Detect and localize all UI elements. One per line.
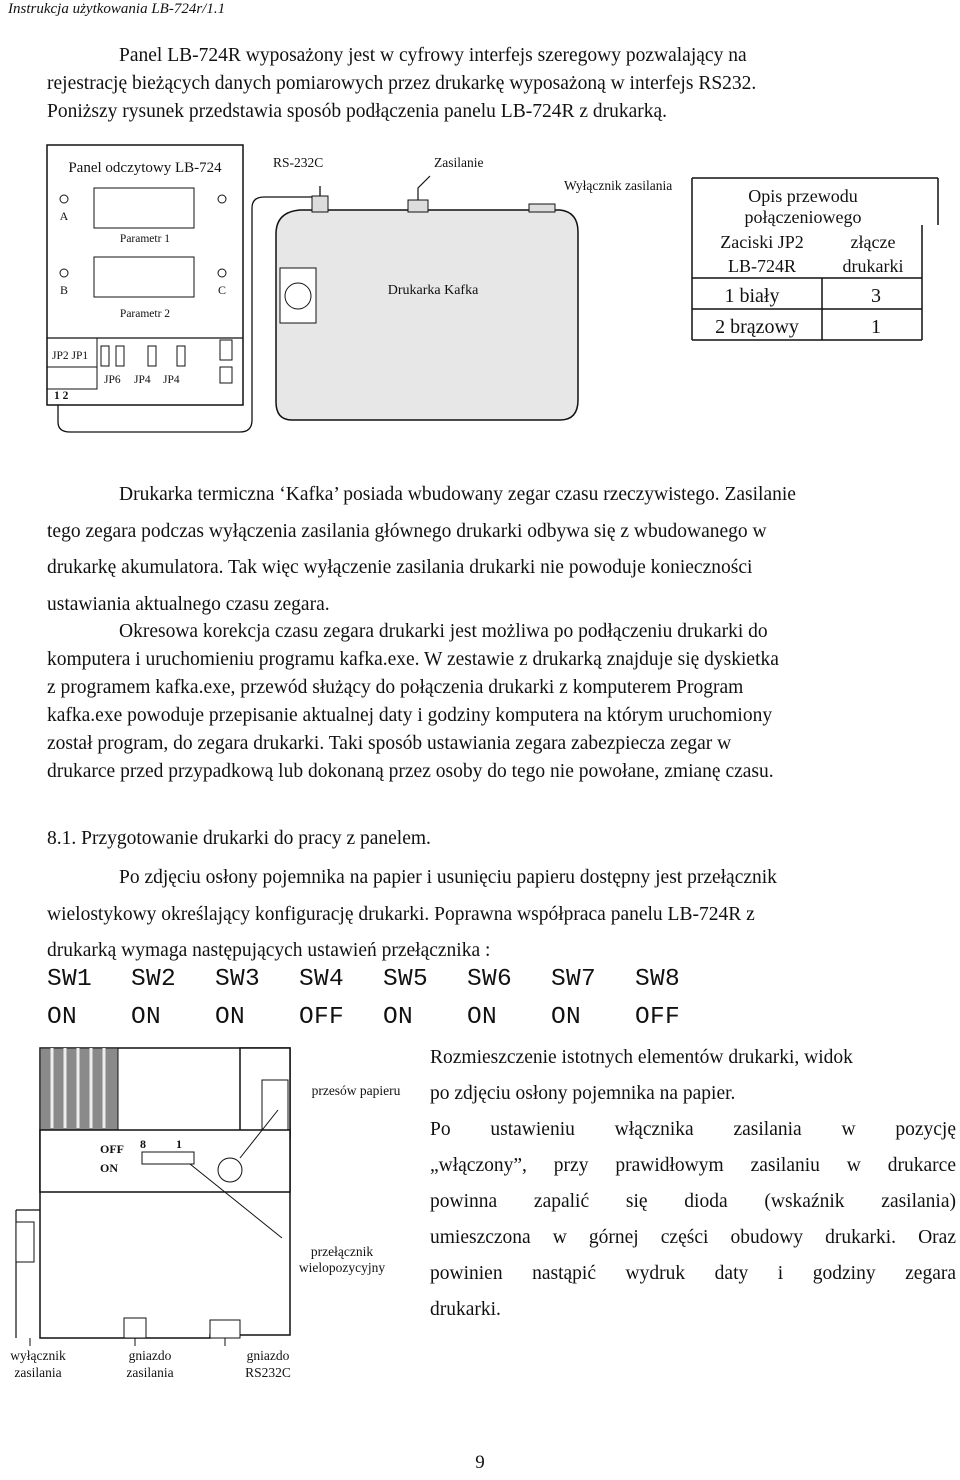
pins-label: 1 2 <box>54 390 69 402</box>
cable-table-col2-2: drukarki <box>842 256 904 276</box>
side-line-1: Rozmieszczenie istotnych elementów drukarki, widok <box>430 1047 853 1068</box>
wylacznik-label-2: zasilania <box>14 1365 62 1380</box>
przesow-label: przesów papieru <box>311 1083 401 1098</box>
gniazdo-rs-label-2: RS232C <box>245 1365 291 1380</box>
clock-p2-line-6: drukarce przed przypadkową lub dokonaną przez osoby do tego nie powołane, zmianę czasu. <box>47 761 774 782</box>
switch-name-8: SW8 <box>635 966 681 993</box>
gniazdo-zas-label-1: gniazdo <box>128 1348 172 1363</box>
side-text <box>430 1040 956 1328</box>
cable-row-2-b: 1 <box>871 316 881 338</box>
section-line-3: drukarką wymaga następujących ustawień przełącznika : <box>47 940 491 961</box>
clock-p2-line-3: z programem kafka.exe, przewód służący do połączenia drukarki z komputerem Program <box>47 677 744 698</box>
label-c: C <box>217 283 227 297</box>
jp6-label: JP6 <box>104 374 121 386</box>
panel-title: Panel odczytowy LB-724 <box>68 160 222 176</box>
clock-p2-line-5: został program, do zegara drukarki. Taki sposób ustawiania zegara zabezpiecza zegar w <box>47 733 732 754</box>
switch-state-7: ON <box>551 1004 582 1031</box>
intro-line-3: Poniższy rysunek przedstawia sposób podłączenia panelu LB-724R z drukarką. <box>47 101 668 122</box>
label-b: B <box>59 283 69 297</box>
cable-row-2-a: 2 brązowy <box>715 316 799 338</box>
clock-p1-line-2: tego zegara podczas wyłączenia zasilania głównego drukarki odbywa się z wbudowanego w <box>47 520 767 542</box>
num-8: 8 <box>140 1137 146 1151</box>
cable-table-col1-1: Zaciski JP2 <box>720 232 804 252</box>
switch-state-1: ON <box>47 1004 78 1031</box>
page-number: 9 <box>475 1452 485 1473</box>
param2-label: Parametr 2 <box>119 308 171 320</box>
switch-name-1: SW1 <box>47 966 93 993</box>
switch-state-8: OFF <box>635 1004 681 1031</box>
param1-label: Parametr 1 <box>119 233 171 245</box>
cable-table-title-2: połączeniowego <box>744 207 862 227</box>
on-label: ON <box>100 1161 118 1175</box>
printer-label: Drukarka Kafka <box>387 283 479 298</box>
gniazdo-zas-label-2: zasilania <box>126 1365 174 1380</box>
clock-p1-line-3: drukarkę akumulatora. Tak więc wyłączenie zasilania drukarki nie powoduje konieczności <box>47 557 753 578</box>
cable-row-1-a: 1 biały <box>724 285 780 307</box>
led-top-right-icon <box>218 195 226 203</box>
switch-name-3: SW3 <box>215 966 261 993</box>
led-c-icon <box>218 269 226 277</box>
printer-knob-icon <box>285 283 311 309</box>
switch-state-3: ON <box>215 1004 246 1031</box>
cable-table-col1-2: LB-724R <box>727 256 797 276</box>
clock-paragraph-1 <box>47 477 957 623</box>
dip-switch-icon <box>142 1152 194 1164</box>
switch-name-6: SW6 <box>467 966 513 993</box>
wylacznik-label-1: wyłącznik <box>10 1348 66 1363</box>
switch-name-5: SW5 <box>383 966 429 993</box>
num-1: 1 <box>176 1137 182 1151</box>
off-label: OFF <box>100 1142 124 1156</box>
feed-button-icon <box>218 1158 242 1182</box>
led-a-icon <box>60 195 68 203</box>
side-line-8: drukarki. <box>430 1299 501 1320</box>
section-paragraph <box>47 860 957 970</box>
switch-name-2: SW2 <box>131 966 177 993</box>
intro-line-1: Panel LB-724R wyposażony jest w cyfrowy interfejs szeregowy pozwalający na <box>119 45 747 66</box>
intro-paragraph <box>47 42 957 126</box>
side-line-2: po zdjęciu osłony pojemnika na papier. <box>430 1083 736 1104</box>
section-line-2: wielostykowy określający konfigurację drukarki. Poprawna współpraca panelu LB-724R z <box>47 903 755 925</box>
switch-state-6: ON <box>467 1004 498 1031</box>
cable-table-title-1: Opis przewodu <box>748 186 858 206</box>
side-line-5: powinna zapalić się dioda (wskaźnik zasilania) <box>430 1191 956 1212</box>
cable-table-col2-1: złącze <box>850 232 896 252</box>
side-line-6: umieszczona w górnej części obudowy drukarki. Oraz <box>430 1227 956 1248</box>
side-line-4: „włączony”, przy prawidłowym zasilaniu w drukarce <box>430 1155 956 1176</box>
printer-layout-diagram <box>0 1040 430 1390</box>
rs232-label: RS-232C <box>273 155 324 170</box>
display-1 <box>94 188 194 228</box>
gniazdo-rs-label-1: gniazdo <box>246 1348 290 1363</box>
label-a: A <box>59 209 69 223</box>
jp4b-label: JP4 <box>163 374 180 386</box>
section-line-1: Po zdjęciu osłony pojemnika na papier i usunięciu papieru dostępny jest przełącznik <box>119 867 777 888</box>
wylacznik-label: Wyłącznik zasilania <box>564 178 673 193</box>
zasilanie-label: Zasilanie <box>434 155 484 170</box>
led-b-icon <box>60 269 68 277</box>
clock-p1-line-4: ustawiania aktualnego czasu zegara. <box>47 593 330 615</box>
przelacznik-label-2: wielopozycyjny <box>298 1260 386 1275</box>
przelacznik-label-1: przełącznik <box>310 1244 374 1259</box>
switch-name-4: SW4 <box>299 966 345 993</box>
clock-p2-line-4: kafka.exe powoduje przepisanie aktualnej daty i godziny komputera na którym uruchomiony <box>47 705 773 726</box>
switch-name-7: SW7 <box>551 966 597 993</box>
printer-body <box>276 210 578 420</box>
clock-p2-line-1: Okresowa korekcja czasu zegara drukarki jest możliwa po podłączeniu drukarki do <box>119 621 768 642</box>
display-2 <box>94 257 194 297</box>
cable-row-1-b: 3 <box>871 285 881 307</box>
clock-p1-line-1: Drukarka termiczna ‘Kafka’ posiada wbudowany zegar czasu rzeczywistego. Zasilanie <box>119 484 796 505</box>
intro-line-2: rejestrację bieżących danych pomiarowych przez drukarkę wyposażoną w interfejs RS232. <box>47 73 757 94</box>
running-header: Instrukcja użytkowania LB-724r/1.1 <box>8 1 226 17</box>
section-heading: 8.1. Przygotowanie drukarki do pracy z panelem. <box>47 828 431 849</box>
side-line-7: powinien nastąpić wydruk daty i godziny zegara <box>430 1263 956 1284</box>
clock-paragraph-2 <box>47 618 957 786</box>
switch-state-5: ON <box>383 1004 414 1031</box>
side-line-3: Po ustawieniu włącznika zasilania w pozycję <box>430 1119 956 1140</box>
switch-state-2: ON <box>131 1004 162 1031</box>
jp2-jp1-label: JP2 JP1 <box>52 350 89 362</box>
connection-diagram <box>0 140 960 450</box>
clock-p2-line-2: komputera i uruchomieniu programu kafka.exe. W zestawie z drukarką znajduje się dyskietka <box>47 649 779 670</box>
jp4a-label: JP4 <box>134 374 151 386</box>
switch-state-4: OFF <box>299 1004 345 1031</box>
